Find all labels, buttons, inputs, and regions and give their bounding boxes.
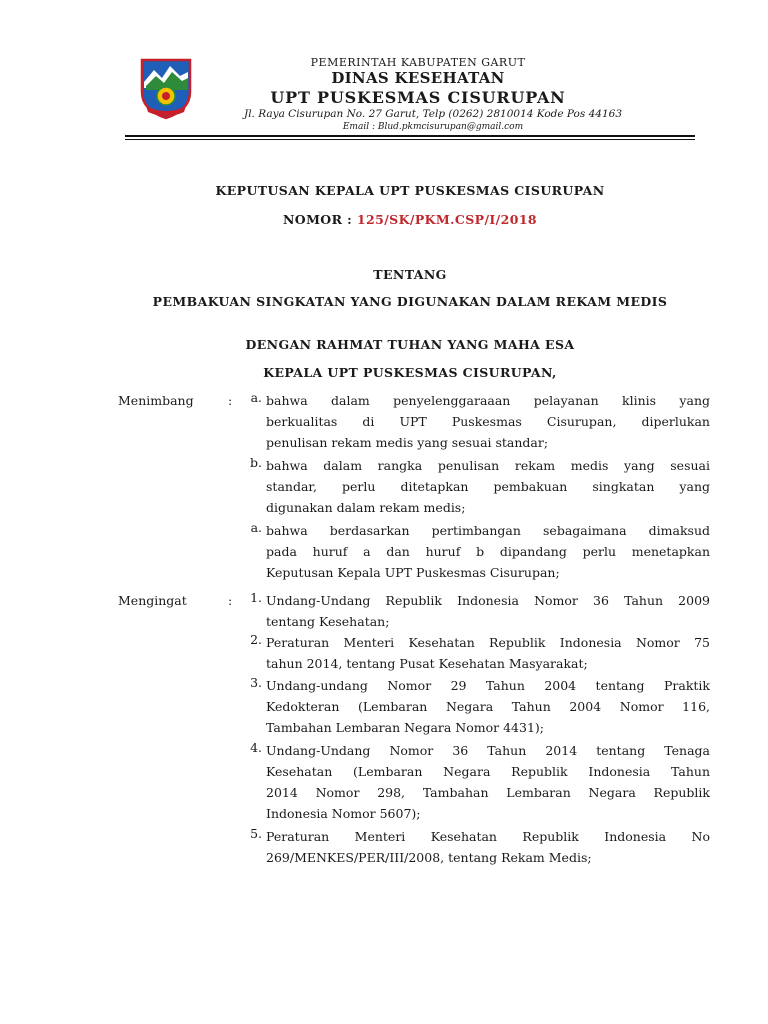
item-line: digunakan dalam rekam medis;	[266, 500, 466, 515]
list-item	[240, 675, 710, 738]
item-marker: 1.	[250, 590, 262, 605]
item-line: Keputusan Kepala UPT Puskesmas Cisurupan;	[266, 565, 560, 580]
tentang-label: TENTANG	[373, 267, 447, 282]
decree-subject: PEMBAKUAN SINGKATAN YANG DIGUNAKAN DALAM REKAM MEDIS	[152, 294, 668, 309]
letterhead-divider-thin	[125, 139, 695, 140]
item-line: 2014 Nomor 298, Tambahan Lembaran Negara Republik	[266, 785, 710, 800]
menimbang-colon: :	[228, 393, 233, 408]
list-item	[240, 390, 710, 453]
list-item	[240, 590, 710, 632]
unit-name: UPT PUSKESMAS CISURUPAN	[270, 88, 566, 107]
mengingat-label: Mengingat	[118, 593, 187, 608]
item-line: tahun 2014, tentang Pusat Kesehatan Masyarakat;	[266, 656, 588, 671]
item-line: Tambahan Lembaran Negara Nomor 4431);	[266, 720, 544, 735]
item-marker: 3.	[250, 675, 262, 690]
menimbang-label: Menimbang	[118, 393, 194, 408]
letterhead-divider-thick	[125, 135, 695, 137]
nomor-value: 125/SK/PKM.CSP/I/2018	[356, 212, 538, 227]
item-line: bahwa berdasarkan pertimbangan sebagaimana dimaksud	[266, 523, 710, 538]
item-line: bahwa dalam penyelenggaraaan pelayanan klinis yang	[266, 393, 710, 408]
item-line: bahwa dalam rangka penulisan rekam medis yang sesuai	[266, 458, 710, 473]
rahmat-line: DENGAN RAHMAT TUHAN YANG MAHA ESA	[245, 337, 575, 352]
agency-name: DINAS KESEHATAN	[331, 69, 505, 87]
government-name: PEMERINTAH KABUPATEN GARUT	[310, 56, 526, 69]
item-line: Peraturan Menteri Kesehatan Republik Indonesia No	[266, 829, 710, 844]
item-line: berkualitas di UPT Puskesmas Cisurupan, diperlukan	[266, 414, 710, 429]
item-line: Undang-undang Nomor 29 Tahun 2004 tentang Praktik	[266, 678, 710, 693]
item-line: Peraturan Menteri Kesehatan Republik Indonesia Nomor 75	[266, 635, 710, 650]
list-item	[240, 740, 710, 824]
item-line: Kedokteran (Lembaran Negara Tahun 2004 Nomor 116,	[266, 699, 710, 714]
list-item	[240, 455, 710, 518]
decree-number	[100, 212, 720, 227]
item-line: standar, perlu ditetapkan pembakuan singkatan yang	[266, 479, 710, 494]
garut-regency-logo	[138, 56, 194, 120]
email: Email : Blud.pkmcisurupan@gmail.com	[342, 122, 524, 132]
item-marker: a.	[250, 390, 262, 405]
item-marker: 4.	[250, 740, 262, 755]
item-line: 269/MENKES/PER/III/2008, tentang Rekam Medis;	[266, 850, 592, 865]
item-line: Undang-Undang Republik Indonesia Nomor 36 Tahun 2009	[266, 593, 710, 608]
list-item	[240, 632, 710, 674]
mengingat-colon: :	[228, 593, 233, 608]
item-marker: 2.	[250, 632, 262, 647]
list-item	[240, 826, 710, 868]
letterhead	[128, 52, 696, 138]
nomor-label: NOMOR :	[282, 212, 353, 227]
item-line: Indonesia Nomor 5607);	[266, 806, 421, 821]
item-marker: 5.	[250, 826, 262, 841]
address: Jl. Raya Cisurupan No. 27 Garut, Telp (0262) 2810014 Kode Pos 44163	[243, 108, 623, 120]
item-marker: a.	[250, 520, 262, 535]
decree-heading: KEPUTUSAN KEPALA UPT PUSKESMAS CISURUPAN	[215, 183, 605, 198]
item-line: penulisan rekam medis yang sesuai standar;	[266, 435, 549, 450]
item-line: Undang-Undang Nomor 36 Tahun 2014 tentang Tenaga	[266, 743, 710, 758]
kepala-line: KEPALA UPT PUSKESMAS CISURUPAN,	[263, 365, 557, 380]
item-marker: b.	[250, 455, 262, 470]
item-line: tentang Kesehatan;	[266, 614, 390, 629]
list-item	[240, 520, 710, 583]
item-line: pada huruf a dan huruf b dipandang perlu menetapkan	[266, 544, 710, 559]
item-line: Kesehatan (Lembaran Negara Republik Indonesia Tahun	[266, 764, 710, 779]
